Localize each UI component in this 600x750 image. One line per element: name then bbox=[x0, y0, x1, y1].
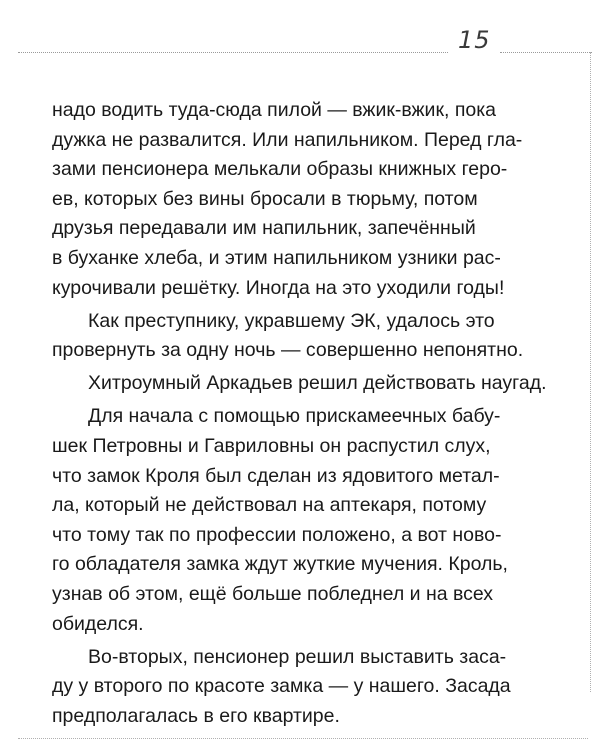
footer-rule bbox=[18, 738, 588, 739]
text-line: в буханке хлеба, и этим напильником узники рас- bbox=[52, 246, 501, 269]
text-line: предполагалась в его квартире. bbox=[52, 704, 340, 727]
text-line: надо водить туда-сюда пилой — вжик-вжик, пока bbox=[52, 99, 497, 121]
header-rule-right bbox=[500, 52, 592, 53]
text-line: Как преступнику, укравшему ЭК, удалось это bbox=[88, 309, 495, 332]
text-line: ла, который не действовал на аптекаря, потому bbox=[52, 494, 487, 517]
margin-rule-right bbox=[590, 52, 591, 692]
header-rule-left bbox=[18, 52, 448, 53]
text-line: провернуть за одну ночь — совершенно непонятно. bbox=[52, 339, 524, 362]
text-line: Для начала с помощью прискамеечных бабу- bbox=[88, 405, 501, 428]
text-line: обиделся. bbox=[52, 612, 144, 635]
text-line: курочивали решётку. Иногда на это уходили годы! bbox=[52, 276, 505, 299]
text-line: зами пенсионера мелькали образы книжных геро- bbox=[52, 158, 508, 181]
text-line: го обладателя замка ждут жуткие мучения. Кроль, bbox=[52, 553, 508, 576]
text-line: ев, которых без вины бросали в тюрьму, потом bbox=[52, 187, 478, 210]
text-line: ду у второго по красоте замка — у нашего. Засада bbox=[52, 675, 511, 698]
text-line: друзья передавали им напильник, запечённый bbox=[52, 217, 476, 240]
text-line: что замок Кроля был сделан из ядовитого метал- bbox=[52, 464, 500, 487]
text-line: что тому так по профессии положено, а вот ново- bbox=[52, 523, 502, 546]
body-text bbox=[52, 96, 552, 731]
page-number: 15 bbox=[458, 26, 491, 54]
text-line: дужка не развалится. Или напильником. Перед гла- bbox=[52, 128, 523, 151]
text-line: узнав об этом, ещё больше побледнел и на всех bbox=[52, 583, 494, 605]
text-line: Во-вторых, пенсионер решил выставить заса- bbox=[88, 645, 507, 668]
text-line: шек Петровны и Гавриловны он распустил слух, bbox=[52, 435, 491, 458]
text-line: Хитроумный Аркадьев решил действовать наугад. bbox=[88, 372, 547, 395]
